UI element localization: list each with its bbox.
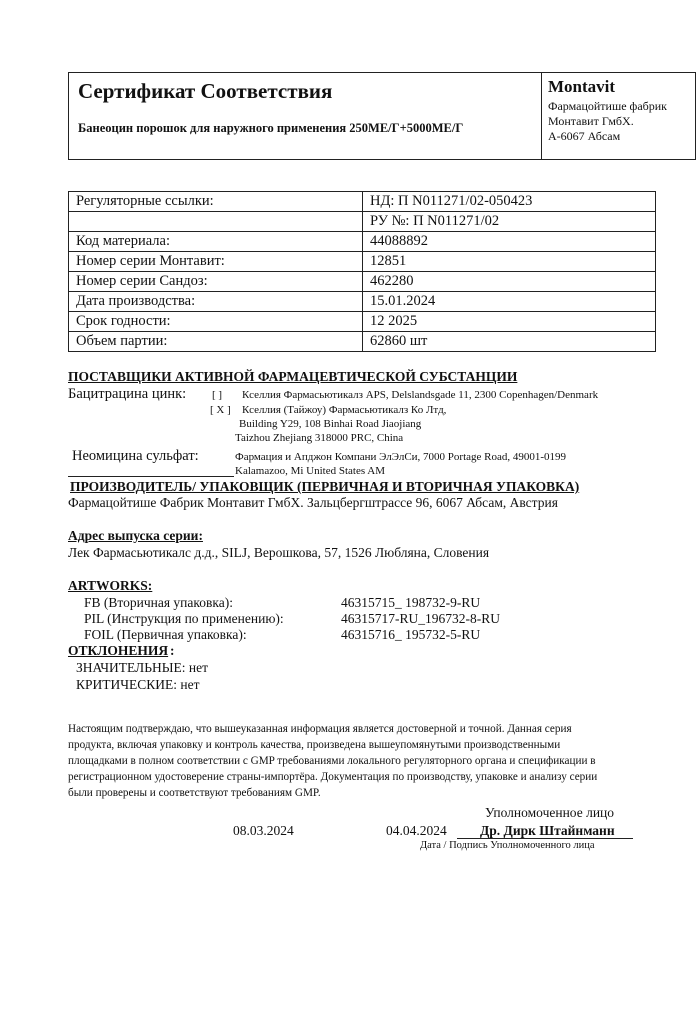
table-row (69, 332, 656, 352)
table-row (69, 192, 656, 212)
table-row (69, 232, 656, 252)
statement-line: продукта, включая упаковку и контроль качества, произведена вышеупомянутыми производственными (68, 739, 561, 751)
artwork-code-fb: 46315715_ 198732-9-RU (341, 595, 481, 610)
header-box (68, 72, 696, 160)
row-label: Регуляторные ссылки: (69, 192, 363, 212)
bacitracin-option-1: Кселлия Фармасьютикалз APS, Delslandsgade 11, 2300 Copenhagen/Denmark (242, 389, 599, 401)
manufacturer-heading: ПРОИЗВОДИТЕЛЬ/ УПАКОВЩИК (ПЕРВИЧНАЯ И ВТОРИЧНАЯ УПАКОВКА) (70, 479, 580, 494)
document-title: Сертификат Соответствия (78, 79, 333, 103)
table-row (69, 312, 656, 332)
row-value: 44088892 (363, 232, 656, 252)
statement-line: Настоящим подтверждаю, что вышеуказанная информация является достоверной и точной. Данная серия (68, 723, 572, 735)
statement-line: были проверены и соответствуют требованиям GMP. (68, 787, 321, 799)
row-value: 12851 (363, 252, 656, 272)
company-line-3: А-6067 Абсам (548, 129, 621, 143)
signer-role: Уполномоченное лицо (485, 805, 615, 820)
signature-date-2: 04.04.2024 (386, 823, 447, 838)
artwork-code-pil: 46315717-RU_196732-8-RU (341, 611, 500, 626)
statement-line: площадками в полном соответствии с GMP требованиями локального регуляторного органа и спецификации в (68, 755, 596, 767)
bacitracin-option-2-line-3: Taizhou Zhejiang 318000 PRC, China (235, 432, 404, 444)
row-value: РУ №: П N011271/02 (363, 212, 656, 232)
neomycin-line-2: Kalamazoo, Mi United States AM (235, 465, 386, 477)
neomycin-label: Неомицина сульфат: (72, 448, 199, 464)
table-row (69, 272, 656, 292)
bacitracin-option-2: Кселлия (Тайжоу) Фармасьютикалз Ко Лтд, (242, 404, 447, 416)
table-row (69, 212, 656, 232)
release-heading: Адрес выпуска серии: (68, 528, 203, 543)
row-label (69, 212, 363, 232)
company-line-2: Монтавит ГмбХ. (548, 114, 634, 128)
row-label: Срок годности: (69, 312, 363, 332)
header-title-cell (69, 73, 542, 159)
bacitracin-option-2-mark: [ X ] (210, 404, 231, 416)
artwork-label-pil: PIL (Инструкция по применению): (84, 611, 284, 626)
header-company-cell (541, 73, 695, 159)
row-value: 12 2025 (363, 312, 656, 332)
row-value: НД: П N011271/02-050423 (363, 192, 656, 212)
batch-info-table (68, 191, 656, 352)
table-row (69, 292, 656, 312)
brand-name: Montavit (548, 77, 616, 96)
row-value: 462280 (363, 272, 656, 292)
artwork-code-foil: 46315716_ 195732-5-RU (341, 627, 481, 642)
artworks-heading: ARTWORKS: (68, 578, 153, 593)
row-label: Объем партии: (69, 332, 363, 352)
neomycin-line-1: Фармация и Апджон Компани ЭлЭлСи, 7000 Portage Road, 49001-0199 (235, 451, 567, 463)
deviations-significant: ЗНАЧИТЕЛЬНЫЕ: нет (76, 660, 208, 675)
row-label: Дата производства: (69, 292, 363, 312)
release-text: Лек Фармасьютикалс д.д., SILJ, Верошкова, 57, 1526 Любляна, Словения (68, 545, 490, 560)
deviations-heading: ОТКЛОНЕНИЯ (68, 643, 169, 658)
manufacturer-text: Фармацойтише Фабрик Монтавит ГмбХ. Зальцбергштрассе 96, 6067 Абсам, Австрия (68, 495, 558, 510)
bacitracin-option-1-mark: [ ] (212, 389, 223, 401)
row-label: Номер серии Монтавит: (69, 252, 363, 272)
suppliers-heading: ПОСТАВЩИКИ АКТИВНОЙ ФАРМАЦЕВТИЧЕСКОЙ СУБСТАНЦИИ (68, 369, 518, 384)
product-name: Банеоцин порошок для наружного применения 250МЕ/Г+5000МЕ/Г (78, 121, 464, 135)
statement-line: регистрационном удостоверение страны-импортёра. Документация по производству, упаковке и анализу серии (68, 771, 598, 783)
deviations-critical: КРИТИЧЕСКИЕ: нет (76, 677, 200, 692)
row-label: Код материала: (69, 232, 363, 252)
row-value: 15.01.2024 (363, 292, 656, 312)
table-row (69, 252, 656, 272)
row-label: Номер серии Сандоз: (69, 272, 363, 292)
signature-caption: Дата / Подпись Уполномоченного лица (420, 840, 595, 851)
row-value: 62860 шт (363, 332, 656, 352)
company-line-1: Фармацойтише фабрик (548, 99, 667, 113)
neomycin-underline (68, 476, 234, 477)
artwork-label-foil: FOIL (Первичная упаковка): (84, 627, 247, 642)
bacitracin-option-2-line-2: Building Y29, 108 Binhai Road Jiaojiang (239, 418, 422, 430)
signature-date-1: 08.03.2024 (233, 823, 294, 838)
signer-name: Др. Дирк Штайнманн (480, 823, 615, 838)
gmp-statement (68, 721, 668, 801)
bacitracin-label: Бацитрацина цинк: (68, 386, 187, 402)
artwork-label-fb: FB (Вторичная упаковка): (84, 595, 233, 610)
deviations-colon: : (170, 643, 175, 658)
